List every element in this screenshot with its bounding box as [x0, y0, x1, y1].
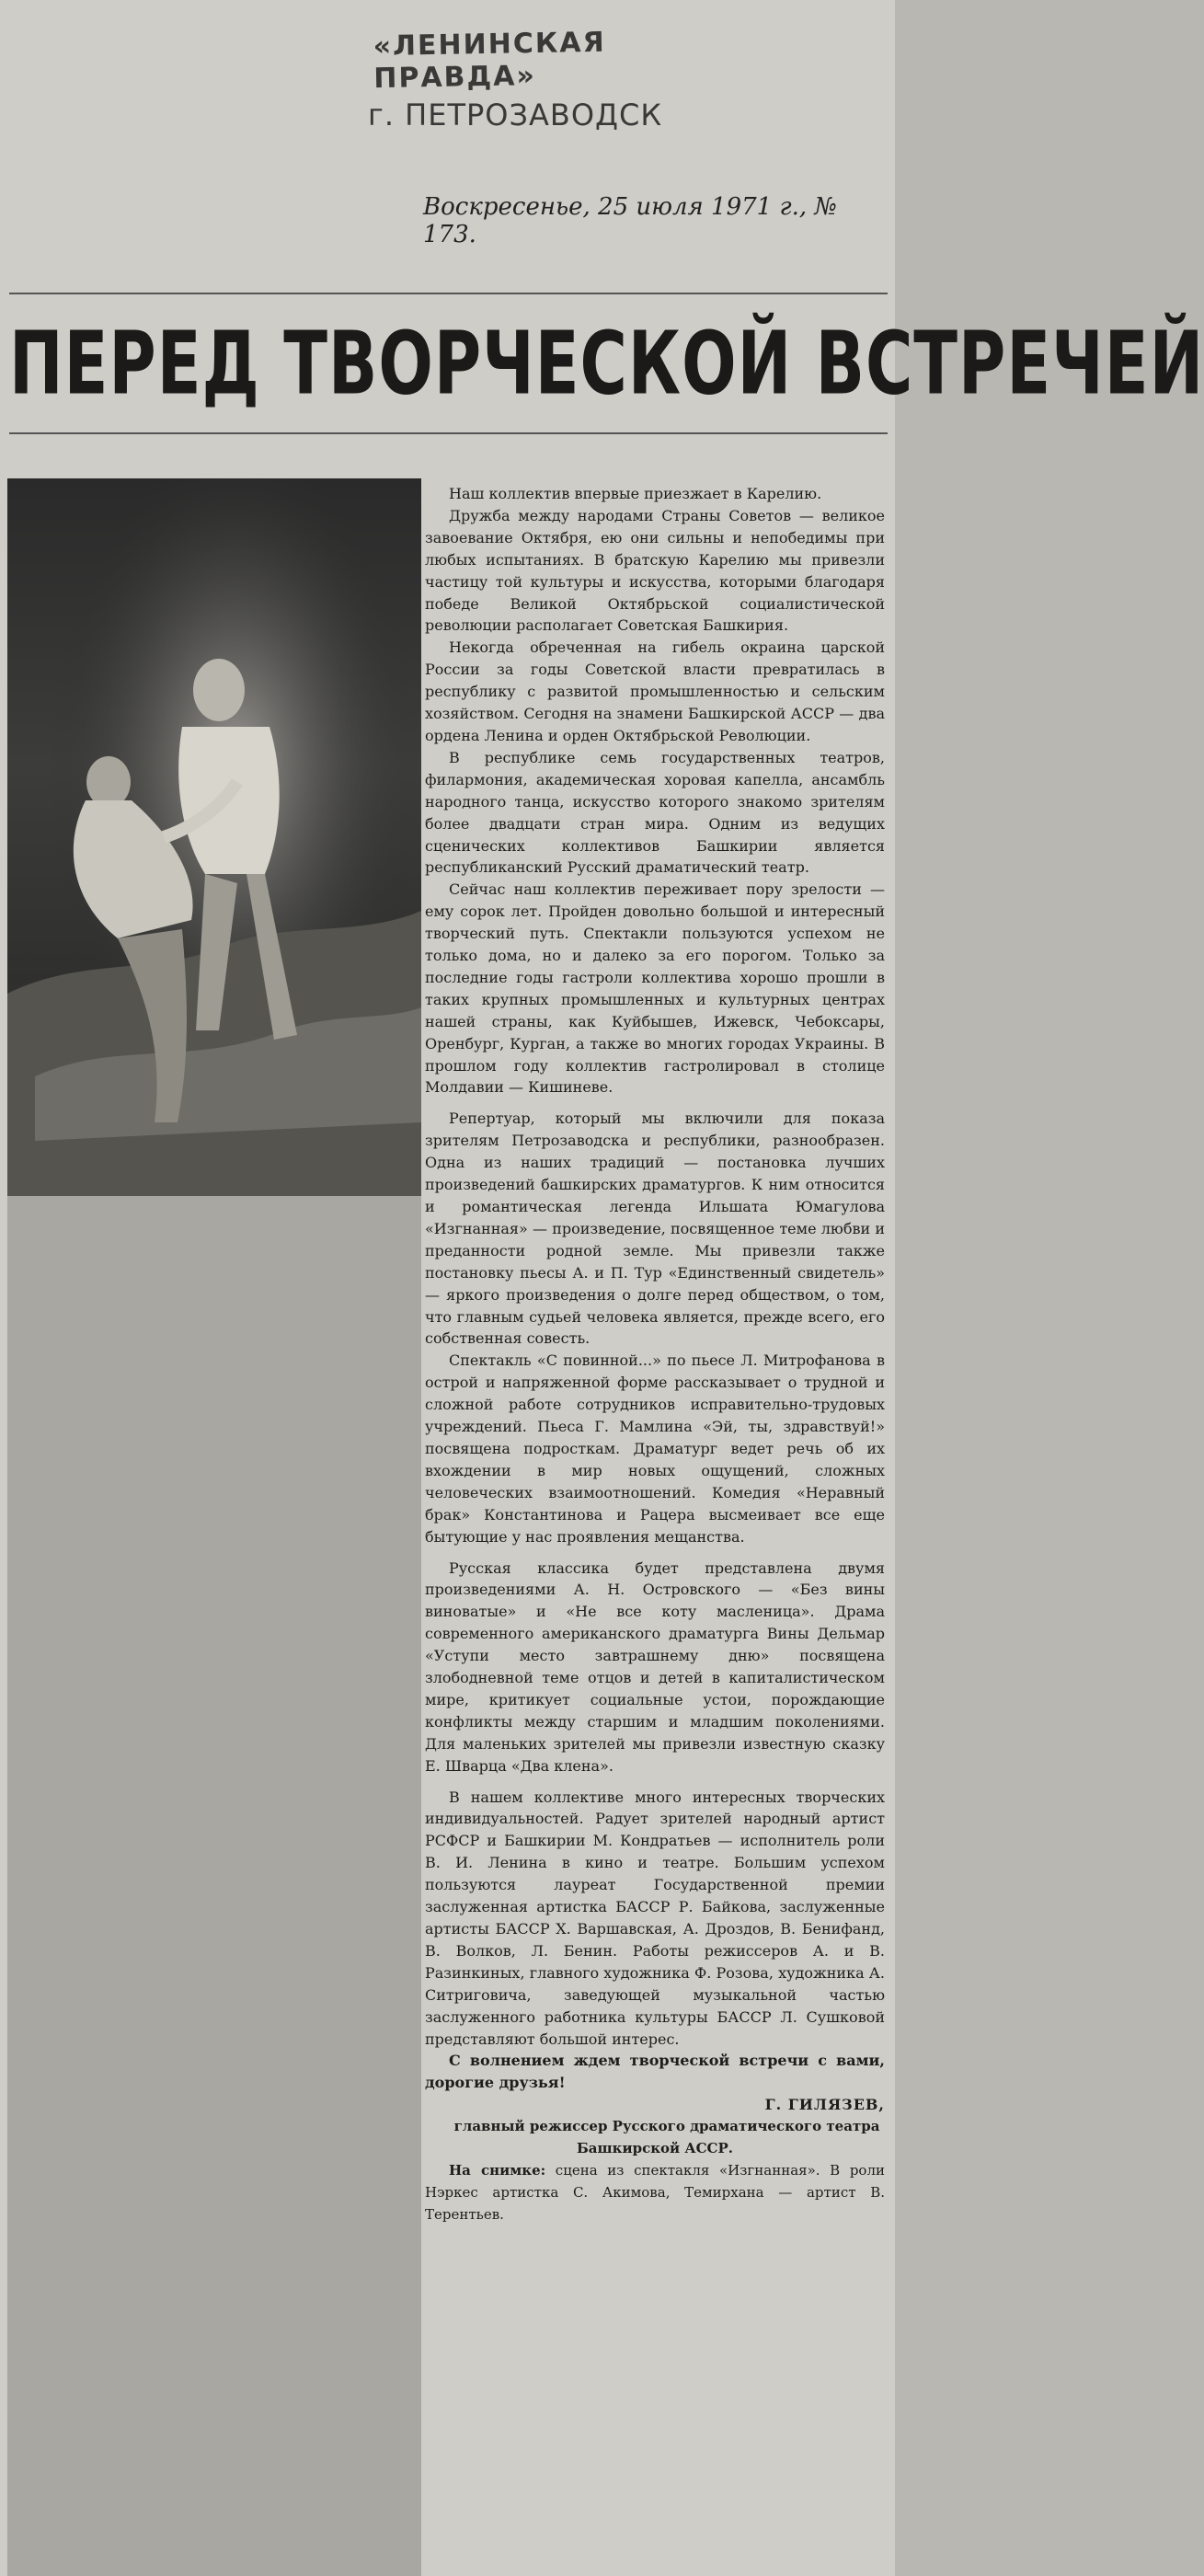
caption-label: На снимке:	[449, 2161, 546, 2179]
author-role: главный режиссер Русского драматического театра Башкирской АССР.	[453, 2118, 880, 2157]
theatre-scene-photo	[7, 478, 421, 1196]
closing-line: С волнением ждем творческой встречи с вами, дорогие друзья!	[425, 2052, 885, 2092]
paragraph-5: Сейчас наш коллектив переживает пору зрелости — ему сорок лет. Пройден довольно большой и интересный творческий путь. Спектакли пользуются успехом не только дома, но и далеко за его порогом. Только за последние годы гастроли коллектива хорошо прошли в таких крупных промышленных и культурных центрах нашей страны, как Куйбышев, Ижевск, Чебоксары, Оренбург, Курган, а также во многих городах Украины. В прошлом году коллектив гастролировал в столице Молдавии — Кишиневе.	[425, 880, 885, 1097]
paragraph-7: Спектакль «С повинной...» по пьесе Л. Митрофанова в острой и напряженной форме рассказывает о трудной и сложной работе сотрудников исправительно-трудовых учреждений. Пьеса Г. Мамлина «Эй, ты, здравствуй!» посвящена подросткам. Драматург ведет речь об их вхождении в мир новых ощущений, сложных человеческих взаимоотношений. Комедия «Неравный брак» Константинова и Рацера высмеивает все еще бытующие у нас проявления мещанства.	[425, 1351, 885, 1546]
paragraph-4: В республике семь государственных театров, филармония, академическая хоровая капелла, ансамбль народного танца, искусство которого знакомо зрителям более двадцати стран мира. Одним из ведущих сценических коллективов Башкирии является республиканский Русский драматический театр.	[425, 748, 885, 877]
paragraph-1: Наш коллектив впервые приезжает в Карелию.	[449, 485, 822, 502]
paragraph-3: Некогда обреченная на гибель окраина царской России за годы Советской власти превратилась в республику с развитой промышленностью и сельским хозяйством. Сегодня на знамени Башкирской АССР — два ордена Ленина и орден Октябрьской Революции.	[425, 638, 885, 744]
paragraph-9: В нашем коллективе много интересных творческих индивидуальностей. Радует зрителей народный артист РСФСР и Башкирии М. Кондратьев — исполнитель роли В. И. Ленина в кино и театре. Большим успехом пользуются лауреат Государственной премии заслуженная артистка БАССР Р. Байкова, заслуженные артисты БАССР Х. Варшавская, А. Дроздов, В. Бенифанд, В. Волков, Л. Бенин. Работы режиссеров А. и В. Разинкиных, главного художника Ф. Розова, художника А. Ситриговича, заведующей музыкальной частью заслуженного работника культуры БАССР Л. Сушковой представляют большой интерес.	[425, 1788, 885, 2048]
paragraph-2: Дружба между народами Страны Советов — великое завоевание Октября, ею они сильны и непобедимы при любых испытаниях. В братскую Карелию мы привезли частицу той культуры и искусства, которыми благодаря победе Великой Октябрьской социалистической революции располагает Советская Башкирия.	[425, 506, 885, 635]
stamp-city: г. ПЕТРОЗАВОДСК	[368, 98, 663, 132]
photo-illustration	[7, 478, 421, 1196]
article-title: ПЕРЕД ТВОРЧЕСКОЙ ВСТРЕЧЕЙ	[9, 312, 1204, 415]
empty-clipping-area	[7, 1196, 421, 2576]
paragraph-6: Репертуар, который мы включили для показа зрителям Петрозаводска и республики, разнообразен. Одна из наших традиций — постановка лучших произведений башкирских драматургов. К ним относится и романтическая легенда Ильшата Юмагулова «Изгнанная» — произведение, посвященное теме любви и преданности родной земле. Мы привезли также постановку пьесы А. и П. Тур «Единственный свидетель» — яркого произведения о долге перед обществом, о том, что главным судьей человека является, прежде всего, его собственная совесть.	[425, 1110, 885, 1348]
article-body	[425, 483, 885, 2567]
caption-text: сцена из спектакля «Изгнанная». В роли Нэркес артистка С. Акимова, Темирхана — артист В. Терентьев.	[425, 2161, 885, 2223]
author-name: Г. ГИЛЯЗЕВ,	[764, 2096, 885, 2114]
issue-dateline: Воскресенье, 25 июля 1971 г., № 173.	[423, 193, 838, 248]
paragraph-8: Русская классика будет представлена двумя произведениями А. Н. Островского — «Без вины виноватые» и «Не все коту масленица». Драма современного американского драматурга Вины Дельмар «Уступи место завтрашнему дню» посвящена злободневной теме отцов и детей в капиталистическом мире, критикует социальные устои, порождающие конфликты между старшим и младшим поколениями. Для маленьких зрителей мы привезли известную сказку Е. Шварца «Два клена».	[425, 1558, 885, 1775]
stamp-newspaper-name: «ЛЕНИНСКАЯ ПРАВДА»	[373, 26, 606, 96]
newspaper-stamp	[368, 28, 699, 132]
photo-caption	[425, 2160, 885, 2226]
title-divider	[9, 432, 888, 434]
